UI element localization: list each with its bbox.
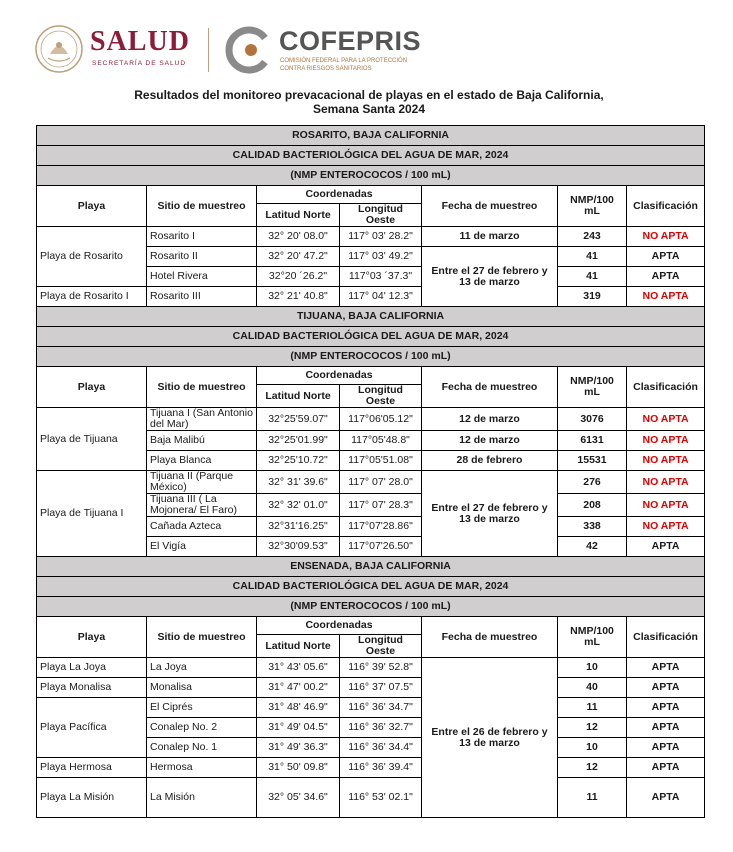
clasificacion-cell: NO APTA	[627, 451, 705, 471]
col-latitud: Latitud Norte	[257, 385, 340, 408]
clasificacion-cell: APTA	[627, 758, 705, 778]
title-line-1: Resultados del monitoreo prevacacional de playas en el estado de Baja California,	[134, 88, 604, 102]
sitio-cell: La Misión	[147, 778, 257, 818]
cofepris-logo-icon	[225, 26, 273, 74]
lat-cell: 32° 21' 40.8"	[257, 287, 340, 307]
lon-cell: 117° 03' 49.2"	[340, 247, 422, 267]
document-header	[28, 18, 708, 80]
unit-title: (NMP ENTEROCOCOS / 100 mL)	[37, 597, 705, 617]
playa-cell: Playa La Misión	[37, 778, 147, 818]
nmp-cell: 6131	[558, 431, 627, 451]
clasificacion-cell: APTA	[627, 247, 705, 267]
calidad-title: CALIDAD BACTERIOLÓGICA DEL AGUA DE MAR, 2024	[37, 327, 705, 347]
document-title	[36, 88, 702, 116]
calidad-title: CALIDAD BACTERIOLÓGICA DEL AGUA DE MAR, 2024	[37, 146, 705, 166]
col-sitio: Sitio de muestreo	[147, 186, 257, 227]
clasificacion-cell: APTA	[627, 718, 705, 738]
section-header-row	[37, 577, 705, 597]
fecha-cell: 11 de marzo	[422, 227, 558, 247]
col-clasificacion: Clasificación	[627, 367, 705, 408]
col-nmp: NMP/100 mL	[558, 367, 627, 408]
section-header-row	[37, 327, 705, 347]
sitio-cell: Conalep No. 2	[147, 718, 257, 738]
lat-cell: 31° 49' 36.3"	[257, 738, 340, 758]
clasificacion-cell: APTA	[627, 698, 705, 718]
section-header-row	[37, 347, 705, 367]
col-playa: Playa	[37, 186, 147, 227]
table-row	[37, 408, 705, 431]
table-row	[37, 678, 705, 698]
col-fecha: Fecha de muestreo	[422, 367, 558, 408]
lon-cell: 116° 36' 39.4"	[340, 758, 422, 778]
col-fecha: Fecha de muestreo	[422, 617, 558, 658]
col-clasificacion: Clasificación	[627, 617, 705, 658]
clasificacion-cell: NO APTA	[627, 471, 705, 494]
column-header-row	[37, 617, 705, 635]
nmp-cell: 319	[558, 287, 627, 307]
nmp-cell: 11	[558, 778, 627, 818]
lat-cell: 31° 49' 04.5"	[257, 718, 340, 738]
table-row	[37, 658, 705, 678]
table-row	[37, 227, 705, 247]
sitio-cell: Baja Malibú	[147, 431, 257, 451]
playa-cell: Playa de Rosarito	[37, 227, 147, 287]
col-sitio: Sitio de muestreo	[147, 367, 257, 408]
col-latitud: Latitud Norte	[257, 635, 340, 658]
lon-cell: 117° 04' 12.3"	[340, 287, 422, 307]
sitio-cell: Rosarito III	[147, 287, 257, 307]
cofepris-subtitle-2: CONTRA RIESGOS SANITARIOS	[280, 66, 372, 72]
nmp-cell: 10	[558, 658, 627, 678]
lat-cell: 32° 20' 47.2"	[257, 247, 340, 267]
sitio-cell: Playa Blanca	[147, 451, 257, 471]
salud-subtitle: SECRETARÍA DE SALUD	[92, 60, 187, 67]
header-divider	[208, 28, 209, 72]
nmp-cell: 11	[558, 698, 627, 718]
lon-cell: 117°05'51.08"	[340, 451, 422, 471]
lat-cell: 32°25'10.72"	[257, 451, 340, 471]
lat-cell: 32°31'16.25"	[257, 517, 340, 537]
fecha-cell: 28 de febrero	[422, 451, 558, 471]
section-header-row	[37, 557, 705, 577]
col-nmp: NMP/100 mL	[558, 617, 627, 658]
lat-cell: 32°25'01.99"	[257, 431, 340, 451]
nmp-cell: 243	[558, 227, 627, 247]
unit-title: (NMP ENTEROCOCOS / 100 mL)	[37, 347, 705, 367]
nmp-cell: 10	[558, 738, 627, 758]
col-coordenadas: Coordenadas	[257, 186, 422, 204]
table-row	[37, 698, 705, 718]
sitio-cell: La Joya	[147, 658, 257, 678]
mexico-coat-of-arms-icon	[34, 24, 84, 74]
column-header-row	[37, 367, 705, 385]
results-table	[36, 125, 705, 818]
col-coordenadas: Coordenadas	[257, 367, 422, 385]
section-header-row	[37, 146, 705, 166]
col-coordenadas: Coordenadas	[257, 617, 422, 635]
lat-cell: 32° 05' 34.6"	[257, 778, 340, 818]
clasificacion-cell: NO APTA	[627, 431, 705, 451]
lon-cell: 117°05'48.8"	[340, 431, 422, 451]
region-title: TIJUANA, BAJA CALIFORNIA	[37, 307, 705, 327]
fecha-cell: Entre el 26 de febrero y 13 de marzo	[422, 658, 558, 818]
clasificacion-cell: APTA	[627, 738, 705, 758]
lon-cell: 117°07'28.86"	[340, 517, 422, 537]
sitio-cell: El Ciprés	[147, 698, 257, 718]
unit-title: (NMP ENTEROCOCOS / 100 mL)	[37, 166, 705, 186]
playa-cell: Playa de Rosarito I	[37, 287, 147, 307]
clasificacion-cell: APTA	[627, 678, 705, 698]
lon-cell: 116° 36' 32.7"	[340, 718, 422, 738]
nmp-cell: 338	[558, 517, 627, 537]
sitio-cell: El Vigía	[147, 537, 257, 557]
lon-cell: 116° 53' 02.1"	[340, 778, 422, 818]
nmp-cell: 12	[558, 718, 627, 738]
lat-cell: 32° 31' 39.6"	[257, 471, 340, 494]
nmp-cell: 41	[558, 267, 627, 287]
clasificacion-cell: NO APTA	[627, 517, 705, 537]
nmp-cell: 12	[558, 758, 627, 778]
table-row	[37, 471, 705, 494]
lat-cell: 31° 47' 00.2"	[257, 678, 340, 698]
clasificacion-cell: APTA	[627, 778, 705, 818]
table-row	[37, 287, 705, 307]
nmp-cell: 276	[558, 471, 627, 494]
col-nmp: NMP/100 mL	[558, 186, 627, 227]
sitio-cell: Conalep No. 1	[147, 738, 257, 758]
table-row	[37, 758, 705, 778]
sitio-cell: Tijuana I (San Antonio del Mar)	[147, 408, 257, 431]
clasificacion-cell: NO APTA	[627, 287, 705, 307]
fecha-cell: Entre el 27 de febrero y 13 de marzo	[422, 471, 558, 557]
lon-cell: 117°07'26.50"	[340, 537, 422, 557]
section-header-row	[37, 597, 705, 617]
col-fecha: Fecha de muestreo	[422, 186, 558, 227]
sitio-cell: Monalisa	[147, 678, 257, 698]
playa-cell: Playa de Tijuana	[37, 408, 147, 471]
col-longitud: Longitud Oeste	[340, 635, 422, 658]
lon-cell: 117°06'05.12"	[340, 408, 422, 431]
playa-cell: Playa Monalisa	[37, 678, 147, 698]
lat-cell: 31° 50' 09.8"	[257, 758, 340, 778]
col-latitud: Latitud Norte	[257, 204, 340, 227]
calidad-title: CALIDAD BACTERIOLÓGICA DEL AGUA DE MAR, 2024	[37, 577, 705, 597]
sitio-cell: Tijuana III ( La Mojonera/ El Faro)	[147, 494, 257, 517]
table-row	[37, 778, 705, 818]
sitio-cell: Hotel Rivera	[147, 267, 257, 287]
clasificacion-cell: NO APTA	[627, 494, 705, 517]
lat-cell: 31° 48' 46.9"	[257, 698, 340, 718]
nmp-cell: 40	[558, 678, 627, 698]
lat-cell: 32°20 ´26.2"	[257, 267, 340, 287]
clasificacion-cell: APTA	[627, 658, 705, 678]
sitio-cell: Rosarito I	[147, 227, 257, 247]
lon-cell: 117° 07' 28.3"	[340, 494, 422, 517]
col-playa: Playa	[37, 367, 147, 408]
lat-cell: 32° 20' 08.0"	[257, 227, 340, 247]
lat-cell: 32° 32' 01.0"	[257, 494, 340, 517]
sitio-cell: Hermosa	[147, 758, 257, 778]
section-header-row	[37, 166, 705, 186]
sitio-cell: Rosarito II	[147, 247, 257, 267]
sitio-cell: Tijuana II (Parque México)	[147, 471, 257, 494]
lon-cell: 117° 07' 28.0"	[340, 471, 422, 494]
lat-cell: 31° 43' 05.6"	[257, 658, 340, 678]
nmp-cell: 208	[558, 494, 627, 517]
lon-cell: 116° 36' 34.4"	[340, 738, 422, 758]
nmp-cell: 42	[558, 537, 627, 557]
col-longitud: Longitud Oeste	[340, 385, 422, 408]
playa-cell: Playa de Tijuana I	[37, 471, 147, 557]
section-header-row	[37, 307, 705, 327]
playa-cell: Playa Hermosa	[37, 758, 147, 778]
fecha-cell: 12 de marzo	[422, 431, 558, 451]
col-sitio: Sitio de muestreo	[147, 617, 257, 658]
fecha-cell: Entre el 27 de febrero y 13 de marzo	[422, 247, 558, 307]
cofepris-subtitle-1: COMISIÓN FEDERAL PARA LA PROTECCIÓN	[280, 58, 408, 64]
lon-cell: 117° 03' 28.2"	[340, 227, 422, 247]
lat-cell: 32°30'09.53"	[257, 537, 340, 557]
clasificacion-cell: NO APTA	[627, 408, 705, 431]
nmp-cell: 41	[558, 247, 627, 267]
playa-cell: Playa La Joya	[37, 658, 147, 678]
clasificacion-cell: APTA	[627, 267, 705, 287]
nmp-cell: 3076	[558, 408, 627, 431]
nmp-cell: 15531	[558, 451, 627, 471]
lon-cell: 116° 37' 07.5"	[340, 678, 422, 698]
salud-title: SALUD	[90, 26, 190, 57]
section-header-row	[37, 126, 705, 146]
region-title: ENSENADA, BAJA CALIFORNIA	[37, 557, 705, 577]
column-header-row	[37, 186, 705, 204]
sitio-cell: Cañada Azteca	[147, 517, 257, 537]
title-line-2: Semana Santa 2024	[312, 102, 426, 116]
lon-cell: 116° 39' 52.8"	[340, 658, 422, 678]
col-longitud: Longitud Oeste	[340, 204, 422, 227]
col-playa: Playa	[37, 617, 147, 658]
lon-cell: 116° 36' 34.7"	[340, 698, 422, 718]
lat-cell: 32°25'59.07"	[257, 408, 340, 431]
col-clasificacion: Clasificación	[627, 186, 705, 227]
clasificacion-cell: APTA	[627, 537, 705, 557]
region-title: ROSARITO, BAJA CALIFORNIA	[37, 126, 705, 146]
cofepris-title: COFEPRIS	[279, 26, 422, 56]
playa-cell: Playa Pacífica	[37, 698, 147, 758]
fecha-cell: 12 de marzo	[422, 408, 558, 431]
clasificacion-cell: NO APTA	[627, 227, 705, 247]
lon-cell: 117°03 ´37.3"	[340, 267, 422, 287]
